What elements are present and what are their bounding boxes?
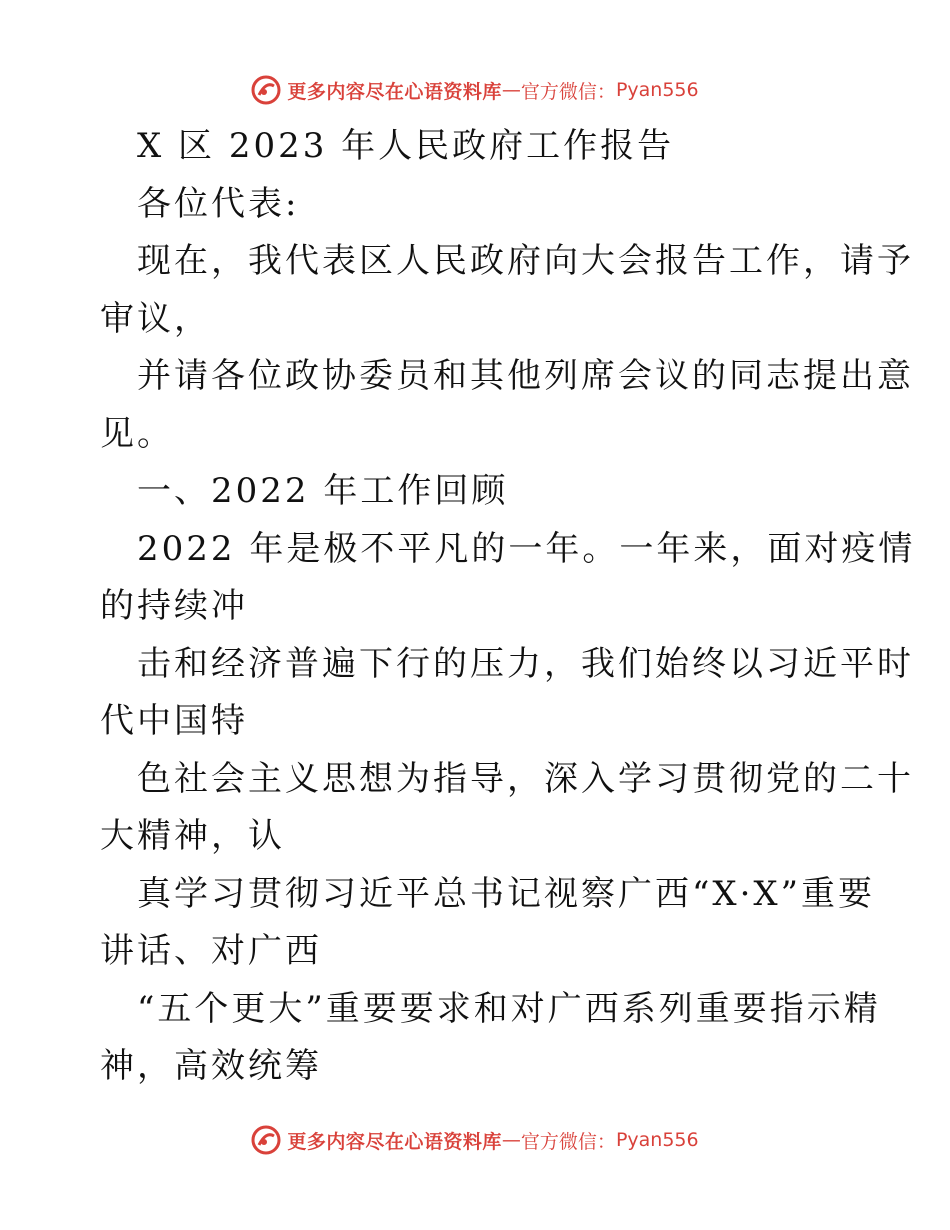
document-line: 各位代表: (137, 183, 300, 224)
wechat-id: Pyan556 (615, 79, 699, 101)
banner-separator: — (501, 1129, 521, 1151)
wechat-label: 官方微信： (520, 80, 616, 103)
document-line: 讲话、对广西 (100, 931, 322, 971)
document-line: 色社会主义思想为指导，深入学习贯彻党的二十 (137, 758, 914, 799)
document-line: “五个更大”重要要求和对广西系列重要指示精 (137, 988, 881, 1029)
document-body (100, 118, 916, 1096)
brand-logo-icon (251, 1125, 281, 1155)
document-line: 现在，我代表区人民政府向大会报告工作，请予 (137, 241, 914, 281)
wechat-id: Pyan556 (615, 1129, 699, 1151)
document-line: 2022 年是极不平凡的一年。一年来，面对疫情 (137, 528, 916, 569)
document-line: 的持续冲 (100, 586, 248, 626)
header-watermark-banner (0, 70, 950, 110)
banner-separator: — (501, 79, 521, 101)
document-line: 审议， (100, 298, 211, 339)
document-line: 见。 (100, 413, 174, 454)
footer-watermark-banner (0, 1120, 950, 1160)
document-line: 击和经济普遍下行的压力，我们始终以习近平时 (137, 643, 914, 684)
document-line: 一、2022 年工作回顾 (137, 471, 509, 511)
document-line: 真学习贯彻习近平总书记视察广西“X·X”重要 (137, 873, 875, 914)
document-line: X 区 2023 年人民政府工作报告 (137, 126, 675, 166)
wechat-label: 官方微信： (520, 1130, 616, 1153)
promo-text: 更多内容尽在心语资料库 (287, 80, 502, 103)
document-line: 大精神，认 (100, 816, 285, 856)
document-line: 并请各位政协委员和其他列席会议的同志提出意 (137, 356, 914, 396)
document-line: 神，高效统筹 (100, 1046, 322, 1086)
promo-text: 更多内容尽在心语资料库 (287, 1130, 502, 1153)
brand-logo-icon (251, 75, 281, 105)
document-line: 代中国特 (100, 701, 248, 741)
